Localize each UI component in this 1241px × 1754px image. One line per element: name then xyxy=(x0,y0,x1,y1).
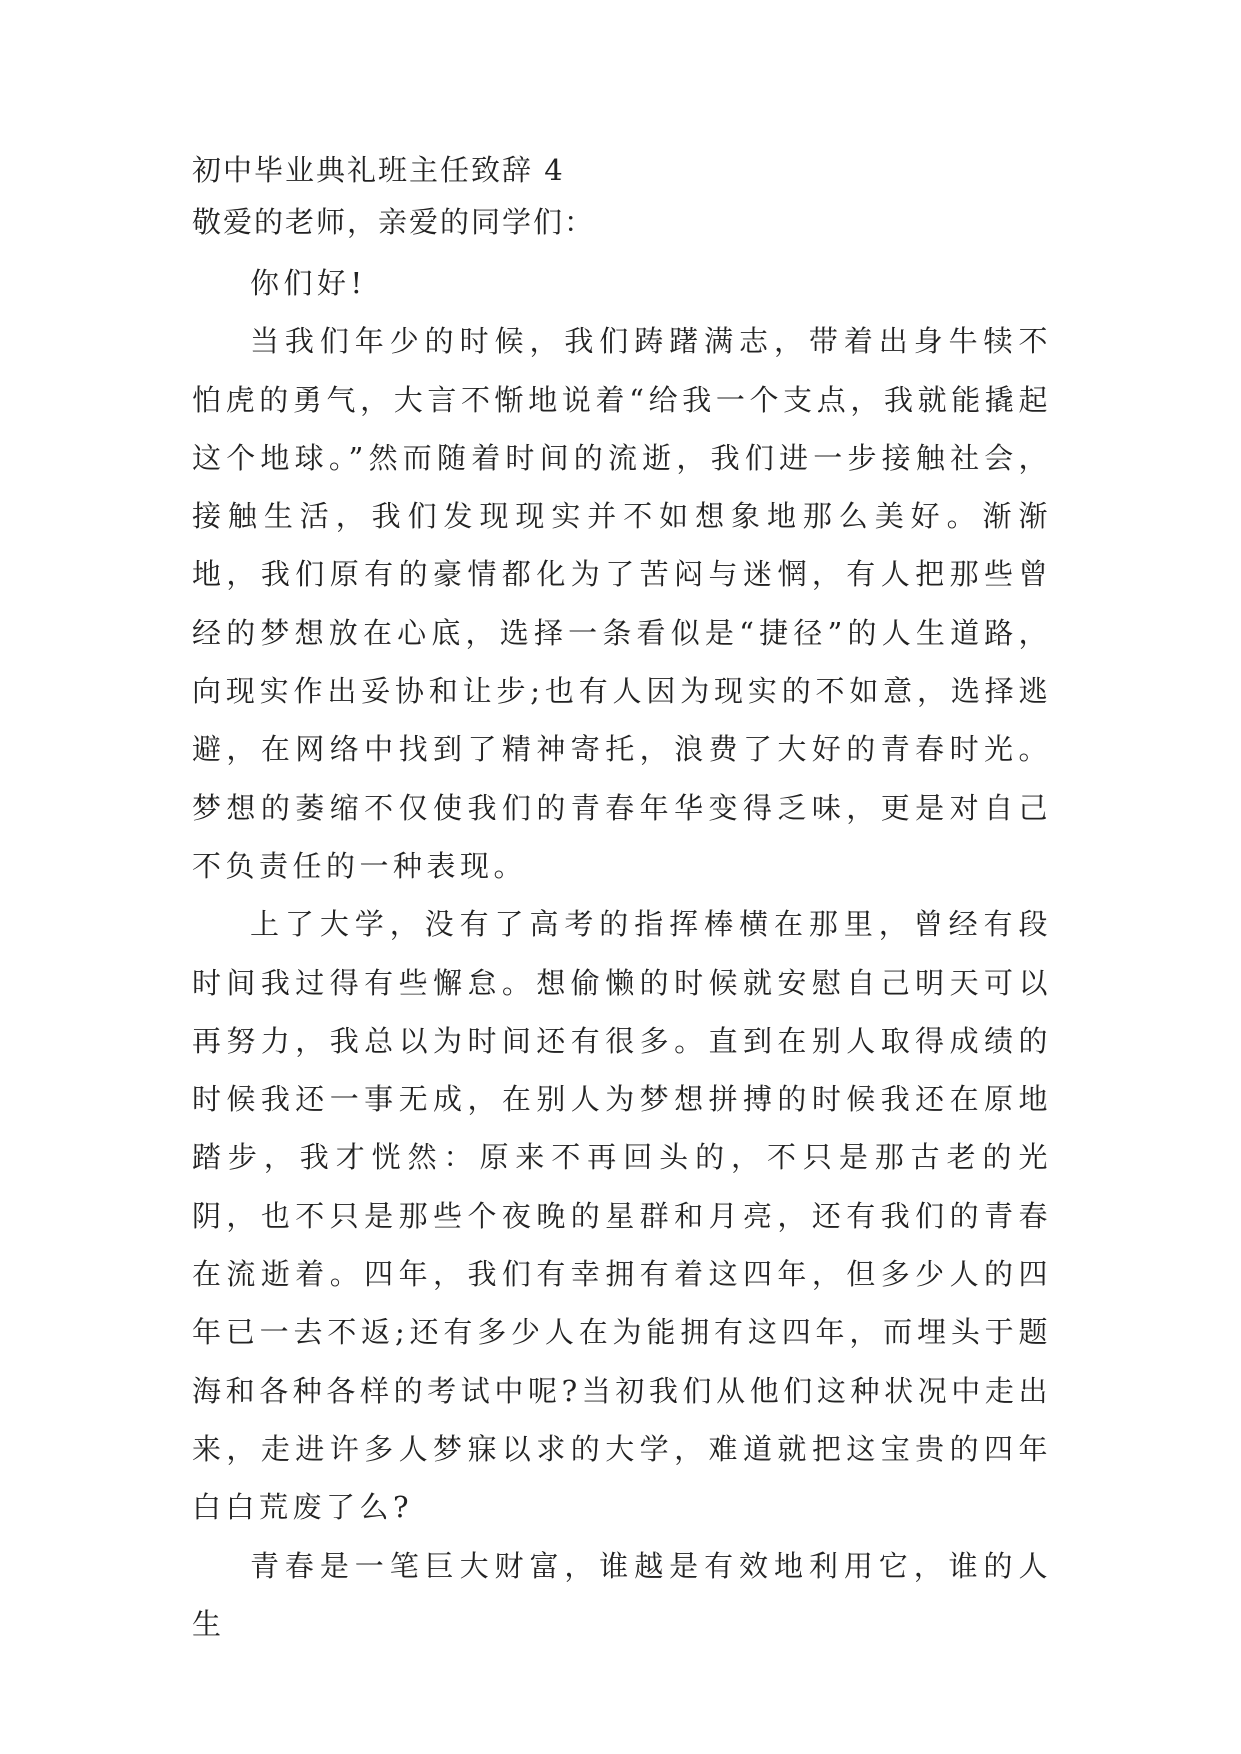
paragraph-greeting: 你们好! xyxy=(250,266,367,300)
paragraph-university: 上了大学，没有了高考的指挥棒横在那里，曾经有段时间我过得有些懈怠。想偷懒的时候就安慰自己明天可以再努力，我总以为时间还有很多。直到在别人取得成绩的时候我还一事无成，在别人为梦想拼搏的时候我还在原地踏步，我才恍然：原来不再回头的，不只是那古老的光阴，也不只是那些个夜晚的星群和月亮，还有我们的青春在流逝着。四年，我们有幸拥有着这四年，但多少人的四年已一去不返;还有多少人在为能拥有这四年，而埋头于题海和各种各样的考试中呢?当初我们从他们这种状况中走出来，走进许多人梦寐以求的大学，难道就把这宝贵的四年白白荒废了么? xyxy=(192,907,1052,1525)
paragraph-youth-wealth: 青春是一笔巨大财富，谁越是有效地利用它，谁的人生 xyxy=(192,1548,1052,1641)
salutation: 敬爱的老师，亲爱的同学们： xyxy=(192,205,596,239)
document-page xyxy=(192,150,1052,1641)
paragraph-youth-ambition: 当我们年少的时候，我们踌躇满志，带着出身牛犊不怕虎的勇气，大言不惭地说着“给我一个支点，我就能撬起这个地球。”然而随着时间的流逝，我们进一步接触社会，接触生活，我们发现现实并不如想象地那么美好。渐渐地，我们原有的豪情都化为了苦闷与迷惘，有人把那些曾经的梦想放在心底，选择一条看似是“捷径”的人生道路，向现实作出妥协和让步;也有人因为现实的不如意，选择逃避，在网络中找到了精神寄托，浪费了大好的青春时光。梦想的萎缩不仅使我们的青春年华变得乏味，更是对自己不负责任的一种表现。 xyxy=(192,324,1052,883)
document-title: 初中毕业典礼班主任致辞 4 xyxy=(192,153,565,187)
